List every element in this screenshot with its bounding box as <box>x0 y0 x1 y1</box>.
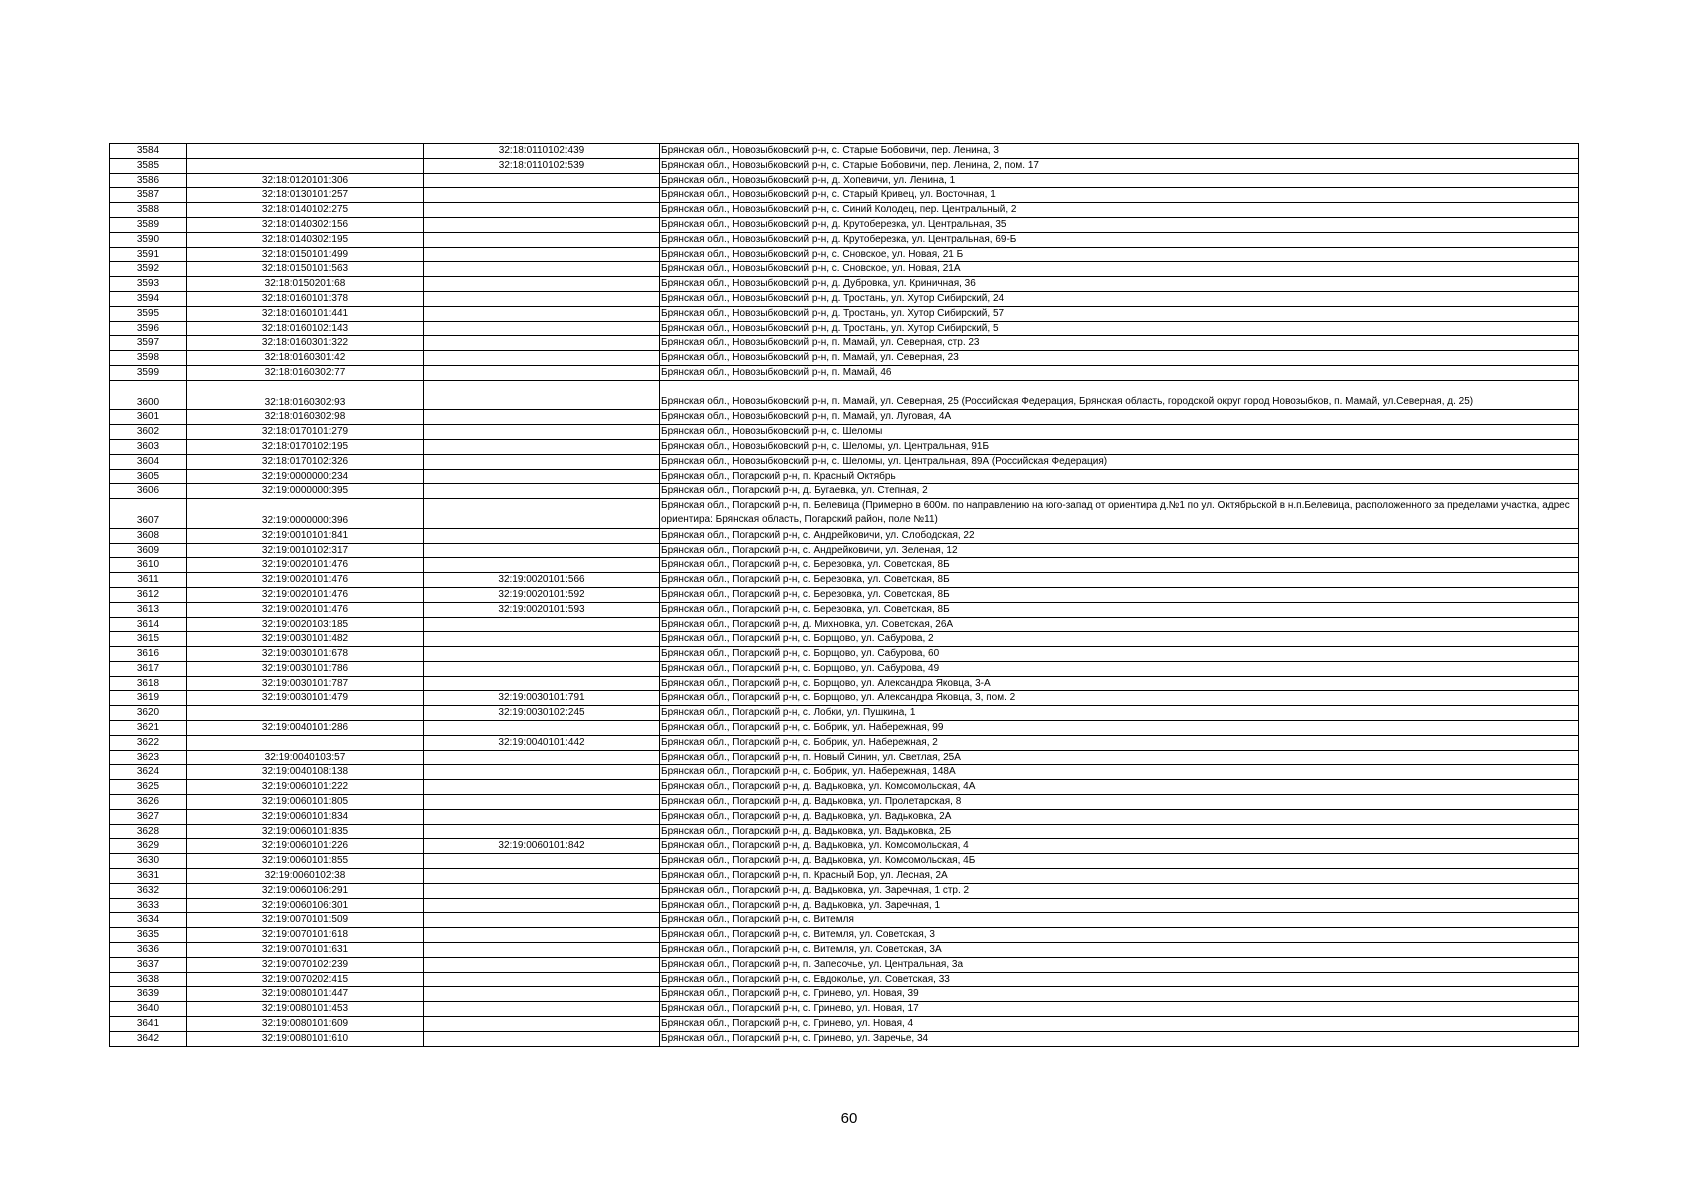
table-row <box>110 499 1579 529</box>
cadastral-number-cell: 32:19:0010102:317 <box>187 543 424 558</box>
row-number-cell: 3607 <box>110 499 187 529</box>
table-row <box>110 987 1579 1002</box>
table-row <box>110 735 1579 750</box>
row-number-cell: 3620 <box>110 706 187 721</box>
row-number-cell: 3587 <box>110 188 187 203</box>
table-row <box>110 691 1579 706</box>
row-number-cell: 3621 <box>110 721 187 736</box>
table-row <box>110 869 1579 884</box>
address-cell: Брянская обл., Новозыбковский р-н, д. Тростань, ул. Хутор Сибирский, 24 <box>660 291 1579 306</box>
table-row <box>110 454 1579 469</box>
related-cadastral-number-cell <box>424 484 660 499</box>
cadastral-number-cell: 32:18:0140102:275 <box>187 203 424 218</box>
cadastral-number-cell: 32:19:0060101:835 <box>187 824 424 839</box>
cadastral-number-cell <box>187 144 424 159</box>
row-number-cell: 3624 <box>110 765 187 780</box>
cadastral-number-cell: 32:18:0120101:306 <box>187 173 424 188</box>
related-cadastral-number-cell: 32:19:0040101:442 <box>424 735 660 750</box>
cadastral-number-cell: 32:19:0060106:301 <box>187 898 424 913</box>
table-row <box>110 706 1579 721</box>
address-cell: Брянская обл., Погарский р-н, д. Вадьковка, ул. Комсомольская, 4А <box>660 780 1579 795</box>
address-cell: Брянская обл., Погарский р-н, п. Белевица (Примерно в 600м. по направлению на юго-запад от ориентира д.№1 по ул. Октябрьской в н.п.Белевица, расположенного за пределами участка, адрес ориентира: Брянская область, Погарский район, поле №11) <box>660 499 1579 529</box>
related-cadastral-number-cell <box>424 232 660 247</box>
row-number-cell: 3642 <box>110 1031 187 1046</box>
row-number-cell: 3623 <box>110 750 187 765</box>
address-cell: Брянская обл., Погарский р-н, с. Витемля, ул. Советская, 3А <box>660 943 1579 958</box>
cadastral-number-cell: 32:19:0070101:631 <box>187 943 424 958</box>
row-number-cell: 3632 <box>110 883 187 898</box>
address-cell: Брянская обл., Новозыбковский р-н, с. Старый Кривец, ул. Восточная, 1 <box>660 188 1579 203</box>
row-number-cell: 3610 <box>110 558 187 573</box>
related-cadastral-number-cell <box>424 217 660 232</box>
address-cell: Брянская обл., Новозыбковский р-н, д. Хопевичи, ул. Ленина, 1 <box>660 173 1579 188</box>
related-cadastral-number-cell <box>424 558 660 573</box>
address-cell: Брянская обл., Новозыбковский р-н, д. Крутоберезка, ул. Центральная, 35 <box>660 217 1579 232</box>
address-cell: Брянская обл., Погарский р-н, с. Бобрик, ул. Набережная, 99 <box>660 721 1579 736</box>
row-number-cell: 3614 <box>110 617 187 632</box>
address-cell: Брянская обл., Новозыбковский р-н, п. Мамай, ул. Северная, стр. 23 <box>660 336 1579 351</box>
table-row <box>110 321 1579 336</box>
address-cell: Брянская обл., Новозыбковский р-н, с. Сновское, ул. Новая, 21 Б <box>660 247 1579 262</box>
cadastral-number-cell: 32:19:0080101:453 <box>187 1002 424 1017</box>
table-row <box>110 632 1579 647</box>
table-row <box>110 647 1579 662</box>
related-cadastral-number-cell <box>424 439 660 454</box>
cadastral-number-cell: 32:19:0030101:786 <box>187 661 424 676</box>
related-cadastral-number-cell <box>424 188 660 203</box>
row-number-cell: 3612 <box>110 587 187 602</box>
row-number-cell: 3592 <box>110 262 187 277</box>
row-number-cell: 3634 <box>110 913 187 928</box>
related-cadastral-number-cell <box>424 883 660 898</box>
row-number-cell: 3617 <box>110 661 187 676</box>
related-cadastral-number-cell <box>424 425 660 440</box>
table-row <box>110 765 1579 780</box>
address-cell: Брянская обл., Новозыбковский р-н, с. Шеломы <box>660 425 1579 440</box>
row-number-cell: 3596 <box>110 321 187 336</box>
address-cell: Брянская обл., Новозыбковский р-н, п. Мамай, ул. Северная, 23 <box>660 351 1579 366</box>
row-number-cell: 3619 <box>110 691 187 706</box>
row-number-cell: 3611 <box>110 573 187 588</box>
row-number-cell: 3635 <box>110 928 187 943</box>
table-row <box>110 410 1579 425</box>
table-row <box>110 232 1579 247</box>
row-number-cell: 3589 <box>110 217 187 232</box>
related-cadastral-number-cell <box>424 987 660 1002</box>
row-number-cell: 3584 <box>110 144 187 159</box>
cadastral-number-cell: 32:19:0030101:482 <box>187 632 424 647</box>
address-cell: Брянская обл., Погарский р-н, с. Березовка, ул. Советская, 8Б <box>660 602 1579 617</box>
related-cadastral-number-cell <box>424 469 660 484</box>
related-cadastral-number-cell <box>424 306 660 321</box>
table-row <box>110 158 1579 173</box>
cadastral-number-cell: 32:18:0170102:195 <box>187 439 424 454</box>
cadastral-number-cell: 32:19:0080101:609 <box>187 1017 424 1032</box>
table-row <box>110 661 1579 676</box>
related-cadastral-number-cell <box>424 543 660 558</box>
row-number-cell: 3586 <box>110 173 187 188</box>
row-number-cell: 3640 <box>110 1002 187 1017</box>
table-row <box>110 543 1579 558</box>
related-cadastral-number-cell: 32:19:0030102:245 <box>424 706 660 721</box>
related-cadastral-number-cell <box>424 721 660 736</box>
related-cadastral-number-cell: 32:19:0020101:593 <box>424 602 660 617</box>
related-cadastral-number-cell <box>424 943 660 958</box>
cadastral-number-cell: 32:19:0070101:618 <box>187 928 424 943</box>
related-cadastral-number-cell <box>424 321 660 336</box>
related-cadastral-number-cell <box>424 824 660 839</box>
related-cadastral-number-cell <box>424 676 660 691</box>
related-cadastral-number-cell <box>424 765 660 780</box>
address-cell: Брянская обл., Новозыбковский р-н, с. Шеломы, ул. Центральная, 91Б <box>660 439 1579 454</box>
address-cell: Брянская обл., Погарский р-н, с. Лобки, ул. Пушкина, 1 <box>660 706 1579 721</box>
cadastral-number-cell: 32:19:0020101:476 <box>187 587 424 602</box>
table-row <box>110 203 1579 218</box>
row-number-cell: 3616 <box>110 647 187 662</box>
row-number-cell: 3628 <box>110 824 187 839</box>
address-cell: Брянская обл., Погарский р-н, с. Витемля <box>660 913 1579 928</box>
related-cadastral-number-cell <box>424 365 660 380</box>
address-cell: Брянская обл., Погарский р-н, с. Гринево, ул. Новая, 4 <box>660 1017 1579 1032</box>
table-row <box>110 1002 1579 1017</box>
table-row <box>110 365 1579 380</box>
table-row <box>110 217 1579 232</box>
property-registry-table <box>109 143 1579 1047</box>
row-number-cell: 3593 <box>110 277 187 292</box>
cadastral-number-cell: 32:18:0160102:143 <box>187 321 424 336</box>
related-cadastral-number-cell <box>424 869 660 884</box>
table-row <box>110 484 1579 499</box>
related-cadastral-number-cell <box>424 1017 660 1032</box>
address-cell: Брянская обл., Погарский р-н, с. Березовка, ул. Советская, 8Б <box>660 587 1579 602</box>
row-number-cell: 3605 <box>110 469 187 484</box>
cadastral-number-cell: 32:19:0080101:447 <box>187 987 424 1002</box>
row-number-cell: 3609 <box>110 543 187 558</box>
registry-table-body <box>110 144 1579 1047</box>
table-row <box>110 262 1579 277</box>
related-cadastral-number-cell <box>424 1031 660 1046</box>
address-cell: Брянская обл., Погарский р-н, п. Новый Синин, ул. Светлая, 25А <box>660 750 1579 765</box>
row-number-cell: 3627 <box>110 809 187 824</box>
related-cadastral-number-cell <box>424 203 660 218</box>
table-row <box>110 809 1579 824</box>
row-number-cell: 3600 <box>110 380 187 410</box>
cadastral-number-cell: 32:19:0040103:57 <box>187 750 424 765</box>
address-cell: Брянская обл., Погарский р-н, с. Борщово, ул. Сабурова, 2 <box>660 632 1579 647</box>
table-row <box>110 898 1579 913</box>
row-number-cell: 3622 <box>110 735 187 750</box>
address-cell: Брянская обл., Новозыбковский р-н, п. Мамай, ул. Луговая, 4А <box>660 410 1579 425</box>
related-cadastral-number-cell <box>424 795 660 810</box>
address-cell: Брянская обл., Погарский р-н, д. Вадьковка, ул. Комсомольская, 4Б <box>660 854 1579 869</box>
related-cadastral-number-cell <box>424 913 660 928</box>
row-number-cell: 3606 <box>110 484 187 499</box>
address-cell: Брянская обл., Новозыбковский р-н, д. Крутоберезка, ул. Центральная, 69-Б <box>660 232 1579 247</box>
cadastral-number-cell: 32:19:0000000:396 <box>187 499 424 529</box>
table-row <box>110 380 1579 410</box>
row-number-cell: 3591 <box>110 247 187 262</box>
related-cadastral-number-cell <box>424 632 660 647</box>
row-number-cell: 3641 <box>110 1017 187 1032</box>
table-row <box>110 188 1579 203</box>
related-cadastral-number-cell <box>424 972 660 987</box>
row-number-cell: 3615 <box>110 632 187 647</box>
related-cadastral-number-cell <box>424 898 660 913</box>
cadastral-number-cell: 32:19:0060101:805 <box>187 795 424 810</box>
cadastral-number-cell: 32:19:0060101:226 <box>187 839 424 854</box>
cadastral-number-cell: 32:19:0070102:239 <box>187 957 424 972</box>
address-cell: Брянская обл., Новозыбковский р-н, с. Синий Колодец, пер. Центральный, 2 <box>660 203 1579 218</box>
address-cell: Брянская обл., Погарский р-н, д. Вадьковка, ул. Заречная, 1 <box>660 898 1579 913</box>
table-row <box>110 913 1579 928</box>
cadastral-number-cell: 32:18:0160302:77 <box>187 365 424 380</box>
related-cadastral-number-cell <box>424 410 660 425</box>
address-cell: Брянская обл., Новозыбковский р-н, п. Мамай, ул. Северная, 25 (Российская Федерация, Брянская область, городской округ город Новозыбков, п. Мамай, ул.Северная, д. 25) <box>660 380 1579 410</box>
related-cadastral-number-cell <box>424 647 660 662</box>
cadastral-number-cell: 32:19:0040108:138 <box>187 765 424 780</box>
cadastral-number-cell: 32:18:0160302:98 <box>187 410 424 425</box>
cadastral-number-cell: 32:18:0170102:326 <box>187 454 424 469</box>
related-cadastral-number-cell <box>424 854 660 869</box>
row-number-cell: 3626 <box>110 795 187 810</box>
table-row <box>110 528 1579 543</box>
table-row <box>110 439 1579 454</box>
cadastral-number-cell: 32:19:0030101:787 <box>187 676 424 691</box>
address-cell: Брянская обл., Погарский р-н, с. Борщово, ул. Александра Яковца, 3, пом. 2 <box>660 691 1579 706</box>
page-number: 60 <box>840 1110 858 1127</box>
row-number-cell: 3601 <box>110 410 187 425</box>
table-row <box>110 943 1579 958</box>
address-cell: Брянская обл., Погарский р-н, с. Гринево, ул. Заречье, 34 <box>660 1031 1579 1046</box>
cadastral-number-cell: 32:19:0030101:678 <box>187 647 424 662</box>
row-number-cell: 3588 <box>110 203 187 218</box>
address-cell: Брянская обл., Погарский р-н, с. Бобрик, ул. Набережная, 2 <box>660 735 1579 750</box>
related-cadastral-number-cell <box>424 1002 660 1017</box>
table-row <box>110 351 1579 366</box>
row-number-cell: 3613 <box>110 602 187 617</box>
related-cadastral-number-cell <box>424 528 660 543</box>
address-cell: Брянская обл., Погарский р-н, с. Бобрик, ул. Набережная, 148А <box>660 765 1579 780</box>
row-number-cell: 3629 <box>110 839 187 854</box>
address-cell: Брянская обл., Погарский р-н, с. Андрейковичи, ул. Зеленая, 12 <box>660 543 1579 558</box>
related-cadastral-number-cell <box>424 661 660 676</box>
row-number-cell: 3625 <box>110 780 187 795</box>
cadastral-number-cell: 32:19:0060102:38 <box>187 869 424 884</box>
address-cell: Брянская обл., Погарский р-н, п. Красный Октябрь <box>660 469 1579 484</box>
table-row <box>110 247 1579 262</box>
table-row <box>110 291 1579 306</box>
address-cell: Брянская обл., Погарский р-н, д. Бугаевка, ул. Степная, 2 <box>660 484 1579 499</box>
cadastral-number-cell: 32:19:0020101:476 <box>187 558 424 573</box>
cadastral-number-cell: 32:19:0030101:479 <box>187 691 424 706</box>
cadastral-number-cell: 32:19:0060106:291 <box>187 883 424 898</box>
table-row <box>110 144 1579 159</box>
cadastral-number-cell: 32:18:0170101:279 <box>187 425 424 440</box>
table-row <box>110 1031 1579 1046</box>
row-number-cell: 3618 <box>110 676 187 691</box>
table-row <box>110 558 1579 573</box>
related-cadastral-number-cell <box>424 173 660 188</box>
cadastral-number-cell: 32:18:0140302:156 <box>187 217 424 232</box>
cadastral-number-cell: 32:19:0000000:395 <box>187 484 424 499</box>
cadastral-number-cell: 32:18:0160302:93 <box>187 380 424 410</box>
table-row <box>110 425 1579 440</box>
address-cell: Брянская обл., Новозыбковский р-н, с. Сновское, ул. Новая, 21А <box>660 262 1579 277</box>
related-cadastral-number-cell <box>424 247 660 262</box>
table-row <box>110 676 1579 691</box>
address-cell: Брянская обл., Погарский р-н, с. Витемля, ул. Советская, 3 <box>660 928 1579 943</box>
table-row <box>110 928 1579 943</box>
cadastral-number-cell: 32:19:0020101:476 <box>187 573 424 588</box>
table-row <box>110 839 1579 854</box>
related-cadastral-number-cell <box>424 351 660 366</box>
address-cell: Брянская обл., Новозыбковский р-н, п. Мамай, 46 <box>660 365 1579 380</box>
related-cadastral-number-cell <box>424 277 660 292</box>
address-cell: Брянская обл., Погарский р-н, д. Вадьковка, ул. Вадьковка, 2А <box>660 809 1579 824</box>
related-cadastral-number-cell <box>424 291 660 306</box>
row-number-cell: 3639 <box>110 987 187 1002</box>
cadastral-number-cell: 32:19:0020103:185 <box>187 617 424 632</box>
cadastral-number-cell: 32:18:0160101:378 <box>187 291 424 306</box>
address-cell: Брянская обл., Погарский р-н, с. Гринево, ул. Новая, 17 <box>660 1002 1579 1017</box>
related-cadastral-number-cell <box>424 380 660 410</box>
cadastral-number-cell: 32:19:0060101:834 <box>187 809 424 824</box>
address-cell: Брянская обл., Погарский р-н, с. Евдокольe, ул. Советская, 33 <box>660 972 1579 987</box>
address-cell: Брянская обл., Погарский р-н, д. Михновка, ул. Советская, 26А <box>660 617 1579 632</box>
related-cadastral-number-cell: 32:18:0110102:539 <box>424 158 660 173</box>
related-cadastral-number-cell: 32:19:0020101:566 <box>424 573 660 588</box>
address-cell: Брянская обл., Погарский р-н, п. Красный Бор, ул. Лесная, 2А <box>660 869 1579 884</box>
row-number-cell: 3636 <box>110 943 187 958</box>
table-row <box>110 1017 1579 1032</box>
cadastral-number-cell: 32:19:0000000:234 <box>187 469 424 484</box>
address-cell: Брянская обл., Погарский р-н, д. Вадьковка, ул. Заречная, 1 стр. 2 <box>660 883 1579 898</box>
cadastral-number-cell: 32:19:0060101:855 <box>187 854 424 869</box>
cadastral-number-cell <box>187 735 424 750</box>
table-row <box>110 972 1579 987</box>
cadastral-number-cell: 32:19:0020101:476 <box>187 602 424 617</box>
address-cell: Брянская обл., Погарский р-н, п. Запесочье, ул. Центральная, 3а <box>660 957 1579 972</box>
address-cell: Брянская обл., Погарский р-н, с. Андрейковичи, ул. Слободская, 22 <box>660 528 1579 543</box>
cadastral-number-cell <box>187 706 424 721</box>
cadastral-number-cell <box>187 158 424 173</box>
address-cell: Брянская обл., Погарский р-н, с. Гринево, ул. Новая, 39 <box>660 987 1579 1002</box>
address-cell: Брянская обл., Погарский р-н, д. Вадьковка, ул. Комсомольская, 4 <box>660 839 1579 854</box>
table-row <box>110 957 1579 972</box>
row-number-cell: 3603 <box>110 439 187 454</box>
table-row <box>110 336 1579 351</box>
cadastral-number-cell: 32:19:0060101:222 <box>187 780 424 795</box>
table-row <box>110 173 1579 188</box>
row-number-cell: 3594 <box>110 291 187 306</box>
cadastral-number-cell: 32:19:0040101:286 <box>187 721 424 736</box>
related-cadastral-number-cell <box>424 454 660 469</box>
row-number-cell: 3590 <box>110 232 187 247</box>
address-cell: Брянская обл., Погарский р-н, с. Березовка, ул. Советская, 8Б <box>660 573 1579 588</box>
table-row <box>110 573 1579 588</box>
related-cadastral-number-cell <box>424 262 660 277</box>
row-number-cell: 3608 <box>110 528 187 543</box>
address-cell: Брянская обл., Новозыбковский р-н, д. Тростань, ул. Хутор Сибирский, 57 <box>660 306 1579 321</box>
table-row <box>110 780 1579 795</box>
row-number-cell: 3637 <box>110 957 187 972</box>
related-cadastral-number-cell <box>424 780 660 795</box>
row-number-cell: 3633 <box>110 898 187 913</box>
cadastral-number-cell: 32:18:0160301:42 <box>187 351 424 366</box>
cadastral-number-cell: 32:18:0160301:322 <box>187 336 424 351</box>
row-number-cell: 3631 <box>110 869 187 884</box>
row-number-cell: 3630 <box>110 854 187 869</box>
cadastral-number-cell: 32:18:0140302:195 <box>187 232 424 247</box>
address-cell: Брянская обл., Погарский р-н, с. Борщово, ул. Сабурова, 49 <box>660 661 1579 676</box>
related-cadastral-number-cell <box>424 336 660 351</box>
table-row <box>110 277 1579 292</box>
related-cadastral-number-cell: 32:19:0020101:592 <box>424 587 660 602</box>
related-cadastral-number-cell <box>424 928 660 943</box>
related-cadastral-number-cell: 32:19:0060101:842 <box>424 839 660 854</box>
table-row <box>110 750 1579 765</box>
table-row <box>110 883 1579 898</box>
address-cell: Брянская обл., Погарский р-н, с. Борщово, ул. Сабурова, 60 <box>660 647 1579 662</box>
cadastral-number-cell: 32:19:0070202:415 <box>187 972 424 987</box>
cadastral-number-cell: 32:18:0150101:563 <box>187 262 424 277</box>
related-cadastral-number-cell <box>424 499 660 529</box>
address-cell: Брянская обл., Новозыбковский р-н, д. Тростань, ул. Хутор Сибирский, 5 <box>660 321 1579 336</box>
related-cadastral-number-cell: 32:19:0030101:791 <box>424 691 660 706</box>
address-cell: Брянская обл., Погарский р-н, д. Вадьковка, ул. Пролетарская, 8 <box>660 795 1579 810</box>
address-cell: Брянская обл., Новозыбковский р-н, с. Старые Бобовичи, пер. Ленина, 2, пом. 17 <box>660 158 1579 173</box>
cadastral-number-cell: 32:19:0070101:509 <box>187 913 424 928</box>
related-cadastral-number-cell <box>424 617 660 632</box>
related-cadastral-number-cell <box>424 750 660 765</box>
address-cell: Брянская обл., Новозыбковский р-н, д. Дубровка, ул. Криничная, 36 <box>660 277 1579 292</box>
table-row <box>110 824 1579 839</box>
table-row <box>110 795 1579 810</box>
related-cadastral-number-cell: 32:18:0110102:439 <box>424 144 660 159</box>
row-number-cell: 3598 <box>110 351 187 366</box>
related-cadastral-number-cell <box>424 957 660 972</box>
address-cell: Брянская обл., Погарский р-н, д. Вадьковка, ул. Вадьковка, 2Б <box>660 824 1579 839</box>
cadastral-number-cell: 32:19:0080101:610 <box>187 1031 424 1046</box>
cadastral-number-cell: 32:18:0150201:68 <box>187 277 424 292</box>
cadastral-number-cell: 32:18:0130101:257 <box>187 188 424 203</box>
row-number-cell: 3638 <box>110 972 187 987</box>
related-cadastral-number-cell <box>424 809 660 824</box>
table-row <box>110 306 1579 321</box>
row-number-cell: 3599 <box>110 365 187 380</box>
row-number-cell: 3604 <box>110 454 187 469</box>
table-row <box>110 617 1579 632</box>
row-number-cell: 3597 <box>110 336 187 351</box>
address-cell: Брянская обл., Новозыбковский р-н, с. Старые Бобовичи, пер. Ленина, 3 <box>660 144 1579 159</box>
table-row <box>110 587 1579 602</box>
row-number-cell: 3585 <box>110 158 187 173</box>
row-number-cell: 3595 <box>110 306 187 321</box>
cadastral-number-cell: 32:18:0160101:441 <box>187 306 424 321</box>
table-row <box>110 854 1579 869</box>
cadastral-number-cell: 32:18:0150101:499 <box>187 247 424 262</box>
address-cell: Брянская обл., Погарский р-н, с. Березовка, ул. Советская, 8Б <box>660 558 1579 573</box>
cadastral-number-cell: 32:19:0010101:841 <box>187 528 424 543</box>
table-row <box>110 721 1579 736</box>
table-row <box>110 602 1579 617</box>
row-number-cell: 3602 <box>110 425 187 440</box>
address-cell: Брянская обл., Погарский р-н, с. Борщово, ул. Александра Яковца, 3-А <box>660 676 1579 691</box>
table-row <box>110 469 1579 484</box>
address-cell: Брянская обл., Новозыбковский р-н, с. Шеломы, ул. Центральная, 89А (Российская Федерация) <box>660 454 1579 469</box>
